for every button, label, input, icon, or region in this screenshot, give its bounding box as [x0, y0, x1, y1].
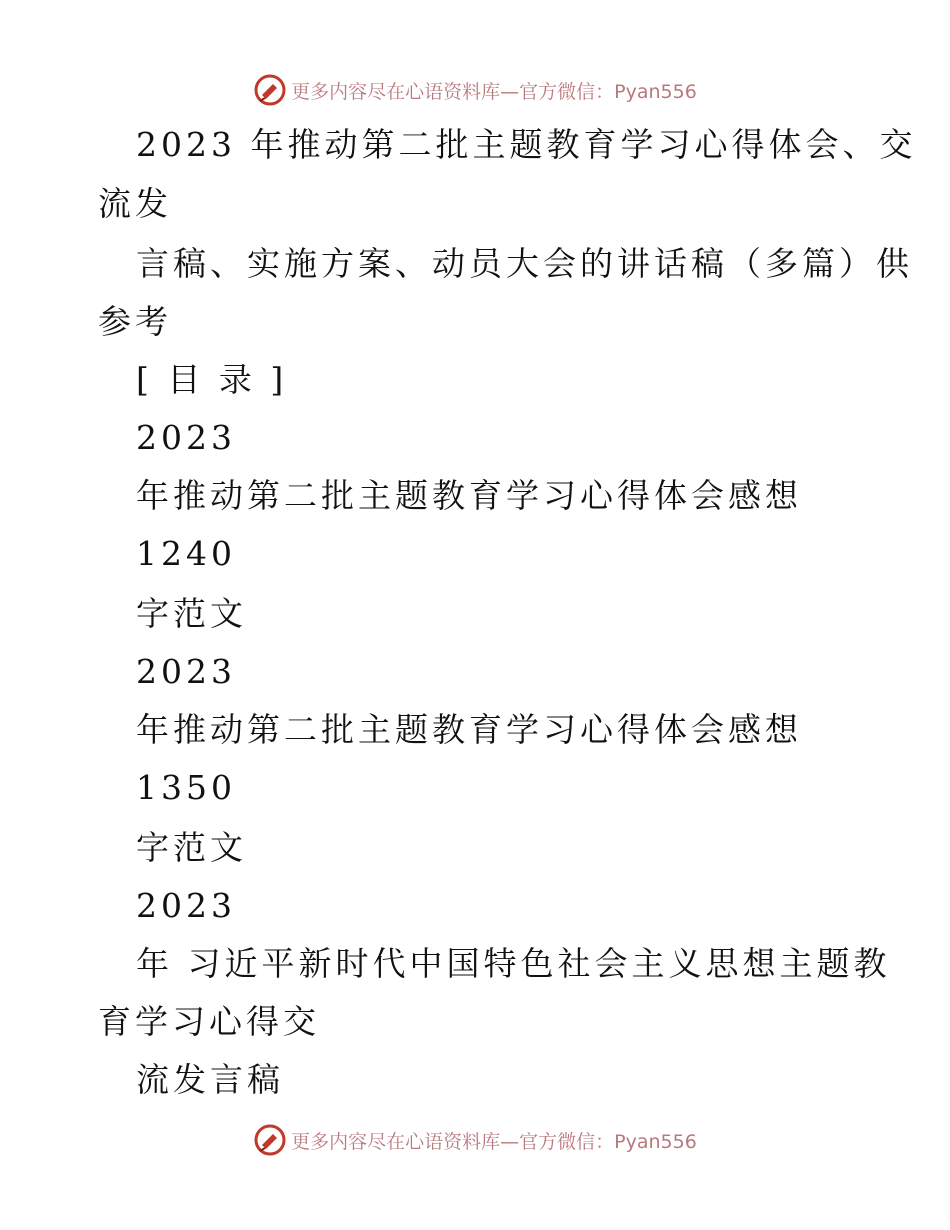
toc-line: 1350 — [136, 768, 236, 807]
title-line-1: 2023 年推动第二批主题教育学习心得体会、交 — [136, 125, 917, 164]
title-line-4: 参考 — [98, 302, 172, 341]
toc-line: 字范文 — [136, 828, 247, 867]
toc-line: 年推动第二批主题教育学习心得体会感想 — [136, 476, 802, 515]
toc-heading: [ 目 录 ] — [136, 360, 288, 399]
toc-line: 年 习近平新时代中国特色社会主义思想主题教 — [136, 944, 891, 983]
header-banner — [0, 70, 950, 110]
footer-banner-text: 更多内容尽在心语资料库—官方微信：Pyan556 — [291, 1130, 697, 1153]
toc-line: 2023 — [136, 886, 236, 925]
brand-logo-icon — [253, 73, 287, 107]
toc-line: 育学习心得交 — [98, 1002, 320, 1041]
header-banner-text: 更多内容尽在心语资料库—官方微信：Pyan556 — [291, 80, 697, 103]
title-line-2: 流发 — [98, 184, 172, 223]
toc-line: 1240 — [136, 534, 236, 573]
toc-line: 流发言稿 — [136, 1060, 284, 1099]
footer-banner — [0, 1120, 950, 1160]
brand-logo-icon — [253, 1123, 287, 1157]
toc-line: 字范文 — [136, 594, 247, 633]
toc-line: 2023 — [136, 418, 236, 457]
toc-line: 年推动第二批主题教育学习心得体会感想 — [136, 710, 802, 749]
title-line-3: 言稿、实施方案、动员大会的讲话稿（多篇）供 — [136, 244, 913, 283]
toc-line: 2023 — [136, 652, 236, 691]
